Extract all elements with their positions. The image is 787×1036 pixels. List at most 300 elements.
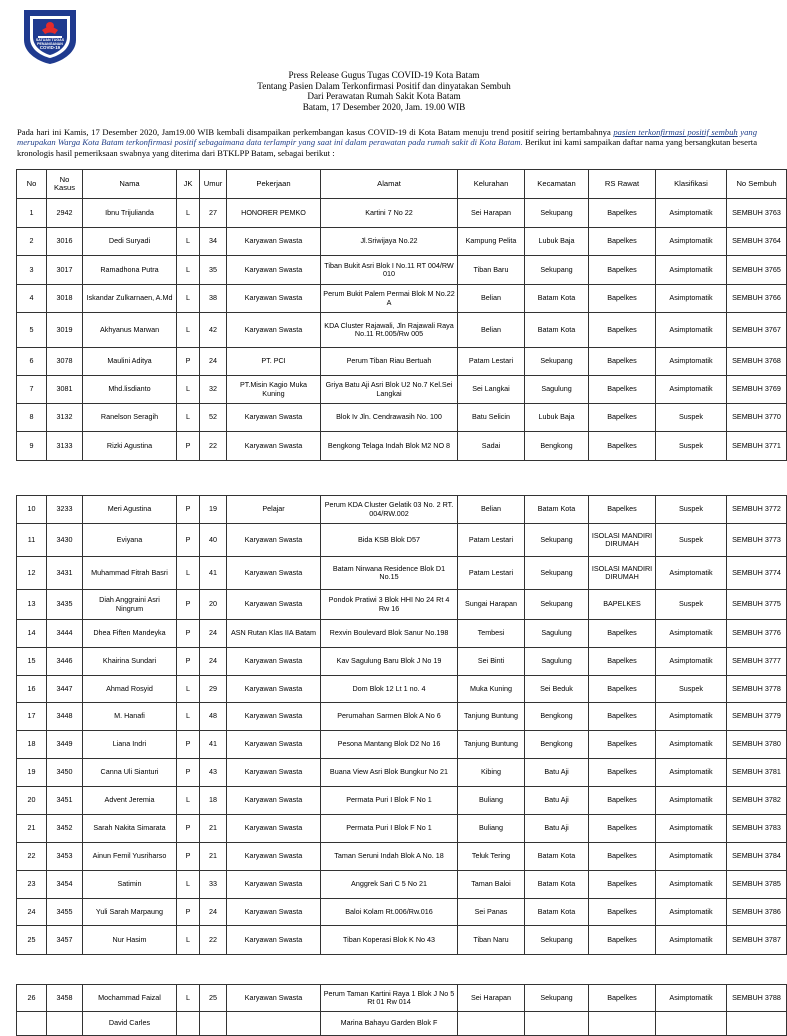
cell-nama: Eviyana <box>83 524 177 557</box>
cell-no-sembuh: SEMBUH 3772 <box>727 496 787 524</box>
logo-line3: COVID-19 <box>39 45 61 50</box>
cell-klasifikasi: Asimptomatik <box>656 985 727 1012</box>
header-line3: Dari Perawatan Rumah Sakit Kota Batam <box>307 91 461 102</box>
cell-klasifikasi: Asimptomatik <box>656 871 727 899</box>
cell-alamat: Tiban Koperasi Blok K No 43 <box>321 926 458 955</box>
cell-pekerjaan: Karyawan Swasta <box>227 256 321 285</box>
cell-no-sembuh: SEMBUH 3782 <box>727 787 787 815</box>
col-header: Kelurahan <box>458 170 525 199</box>
cell-kelurahan: Tembesi <box>458 620 525 648</box>
cell-jk: P <box>177 590 200 620</box>
cell-no: 26 <box>17 985 47 1012</box>
cell-kecamatan: Sekupang <box>525 590 589 620</box>
cell-umur: 22 <box>200 432 227 461</box>
cell-no-kasus: 3132 <box>47 404 83 432</box>
cell-klasifikasi: Asimptomatik <box>656 376 727 404</box>
intro-part1: Pada hari ini Kamis, 17 Desember 2020, Jam19.00 WIB kembali disampaikan perkembangan kasus COVID-19 di Kota Batam menuju trend positif seiring bertambahnya <box>17 127 614 137</box>
cell-rs-rawat: Bapelkes <box>589 843 656 871</box>
cell-no-sembuh: SEMBUH 3766 <box>727 285 787 313</box>
table-row <box>17 759 787 787</box>
cell-pekerjaan: PT. PCI <box>227 348 321 376</box>
cell-umur: 29 <box>200 676 227 703</box>
cell-alamat: Buana View Asri Blok Bungkur No 21 <box>321 759 458 787</box>
col-header: RS Rawat <box>589 170 656 199</box>
cell-pekerjaan: ASN Rutan Klas IIA Batam <box>227 620 321 648</box>
cell-klasifikasi: Asimptomatik <box>656 815 727 843</box>
cell-klasifikasi: Asimptomatik <box>656 648 727 676</box>
cell-klasifikasi: Asimptomatik <box>656 787 727 815</box>
cell-kecamatan: Lubuk Baja <box>525 228 589 256</box>
table-row <box>17 731 787 759</box>
cell-nama: Iskandar Zulkarnaen, A.Md <box>83 285 177 313</box>
cell-nama: David Carles <box>83 1012 177 1036</box>
cell-umur: 20 <box>200 590 227 620</box>
cell-no-sembuh: SEMBUH 3784 <box>727 843 787 871</box>
col-header: No Kasus <box>47 170 83 199</box>
cell-pekerjaan: Karyawan Swasta <box>227 313 321 348</box>
cell-umur: 33 <box>200 871 227 899</box>
cell-no: 20 <box>17 787 47 815</box>
cell-no: 16 <box>17 676 47 703</box>
header-line4: Batam, 17 Desember 2020, Jam. 19.00 WIB <box>302 101 466 112</box>
cell-rs-rawat: Bapelkes <box>589 759 656 787</box>
cell-alamat: Perum Taman Kartini Raya 1 Blok J No 5 Rt 01 Rw 014 <box>321 985 458 1012</box>
cell-pekerjaan: Karyawan Swasta <box>227 899 321 926</box>
cell-jk: P <box>177 815 200 843</box>
col-header: No <box>17 170 47 199</box>
table-row <box>17 228 787 256</box>
cell-no-sembuh: SEMBUH 3767 <box>727 313 787 348</box>
cell-umur: 21 <box>200 843 227 871</box>
cell-alamat: Pondok Pratiwi 3 Blok HHI No 24 Rt 4 Rw 16 <box>321 590 458 620</box>
cell-umur: 24 <box>200 899 227 926</box>
cell-nama: Muhammad Fitrah Basri <box>83 557 177 590</box>
cell-rs-rawat: Bapelkes <box>589 432 656 461</box>
cell-no: 13 <box>17 590 47 620</box>
cell-kelurahan: Muka Kuning <box>458 676 525 703</box>
cell-no-sembuh: SEMBUH 3775 <box>727 590 787 620</box>
cell-no-kasus: 3435 <box>47 590 83 620</box>
cell-nama: Dedi Suryadi <box>83 228 177 256</box>
cell-rs-rawat: Bapelkes <box>589 285 656 313</box>
cell-jk: P <box>177 899 200 926</box>
cell-klasifikasi: Asimptomatik <box>656 731 727 759</box>
patient-table-3 <box>16 984 787 1036</box>
cell-jk: P <box>177 524 200 557</box>
cell-no-kasus: 3430 <box>47 524 83 557</box>
cell-pekerjaan: Karyawan Swasta <box>227 648 321 676</box>
cell-no-sembuh: SEMBUH 3774 <box>727 557 787 590</box>
cell-jk: P <box>177 432 200 461</box>
cell-no-kasus: 3448 <box>47 703 83 731</box>
cell-nama: M. Hanafi <box>83 703 177 731</box>
cell-jk: L <box>177 871 200 899</box>
cell-no: 11 <box>17 524 47 557</box>
cell-no-sembuh: SEMBUH 3764 <box>727 228 787 256</box>
cell-umur: 22 <box>200 926 227 955</box>
cell-no: 3 <box>17 256 47 285</box>
cell-rs-rawat: Bapelkes <box>589 985 656 1012</box>
cell-kelurahan: Patam Lestari <box>458 348 525 376</box>
cell-kelurahan: Patam Lestari <box>458 524 525 557</box>
cell-nama: Dhea Fiften Mandeyka <box>83 620 177 648</box>
cell-kelurahan: Belian <box>458 285 525 313</box>
cell-rs-rawat <box>589 1012 656 1036</box>
cell-umur: 18 <box>200 787 227 815</box>
cell-kecamatan: Sekupang <box>525 199 589 228</box>
table-row <box>17 985 787 1012</box>
cell-klasifikasi: Asimptomatik <box>656 313 727 348</box>
cell-nama: Satimin <box>83 871 177 899</box>
cell-no: 22 <box>17 843 47 871</box>
cell-no: 5 <box>17 313 47 348</box>
cell-alamat: Perum KDA Cluster Gelatik 03 No. 2 RT. 004/RW.002 <box>321 496 458 524</box>
cell-rs-rawat: Bapelkes <box>589 787 656 815</box>
cell-pekerjaan: Karyawan Swasta <box>227 759 321 787</box>
cell-kelurahan <box>458 1012 525 1036</box>
cell-nama: Nur Hasim <box>83 926 177 955</box>
cell-no-sembuh: SEMBUH 3785 <box>727 871 787 899</box>
patient-table-2 <box>16 495 787 955</box>
cell-jk: P <box>177 348 200 376</box>
cell-pekerjaan <box>227 1012 321 1036</box>
cell-kelurahan: Sei Langkai <box>458 376 525 404</box>
cell-no-kasus: 3019 <box>47 313 83 348</box>
table-row <box>17 496 787 524</box>
cell-klasifikasi: Asimptomatik <box>656 557 727 590</box>
table-row <box>17 703 787 731</box>
cell-rs-rawat: Bapelkes <box>589 404 656 432</box>
cell-pekerjaan: Karyawan Swasta <box>227 524 321 557</box>
cell-no: 15 <box>17 648 47 676</box>
cell-alamat: Rexvin Boulevard Blok Sanur No.198 <box>321 620 458 648</box>
cell-nama: Yuli Sarah Marpaung <box>83 899 177 926</box>
cell-rs-rawat: Bapelkes <box>589 648 656 676</box>
cell-kecamatan: Batu Aji <box>525 787 589 815</box>
col-header: Umur <box>200 170 227 199</box>
cell-kelurahan: Belian <box>458 496 525 524</box>
cell-no-kasus: 3446 <box>47 648 83 676</box>
cell-nama: Rizki Agustina <box>83 432 177 461</box>
cell-pekerjaan: Karyawan Swasta <box>227 285 321 313</box>
cell-rs-rawat: Bapelkes <box>589 731 656 759</box>
cell-pekerjaan: HONORER PEMKO <box>227 199 321 228</box>
cell-alamat: Dom Blok 12 Lt 1 no. 4 <box>321 676 458 703</box>
cell-umur: 21 <box>200 815 227 843</box>
cell-alamat: Marina Bahayu Garden Blok F <box>321 1012 458 1036</box>
cell-alamat: Pesona Mantang Blok D2 No 16 <box>321 731 458 759</box>
cell-umur: 38 <box>200 285 227 313</box>
cell-pekerjaan: Karyawan Swasta <box>227 432 321 461</box>
cell-alamat: Blok Iv Jln. Cendrawasih No. 100 <box>321 404 458 432</box>
cell-nama: Sarah Nakita Simarata <box>83 815 177 843</box>
cell-jk: L <box>177 404 200 432</box>
table-row <box>17 648 787 676</box>
col-header: JK <box>177 170 200 199</box>
cell-no-sembuh: SEMBUH 3781 <box>727 759 787 787</box>
intro-paragraph <box>17 127 757 158</box>
cell-pekerjaan: Karyawan Swasta <box>227 871 321 899</box>
cell-nama: Ainun Femil Yusriharso <box>83 843 177 871</box>
cell-no: 23 <box>17 871 47 899</box>
table-row <box>17 404 787 432</box>
press-release-header <box>0 70 768 112</box>
cell-pekerjaan: Karyawan Swasta <box>227 557 321 590</box>
cell-no-sembuh: SEMBUH 3783 <box>727 815 787 843</box>
table-row <box>17 871 787 899</box>
cell-klasifikasi: Asimptomatik <box>656 285 727 313</box>
cell-alamat: Baloi Kolam Rt.006/Rw.016 <box>321 899 458 926</box>
cell-no-kasus: 3017 <box>47 256 83 285</box>
cell-no: 17 <box>17 703 47 731</box>
cell-no-kasus: 3455 <box>47 899 83 926</box>
cell-nama: Ranelson Seragih <box>83 404 177 432</box>
cell-kecamatan: Batam Kota <box>525 285 589 313</box>
table-row <box>17 899 787 926</box>
cell-rs-rawat: ISOLASI MANDIRI DIRUMAH <box>589 524 656 557</box>
cell-klasifikasi <box>656 1012 727 1036</box>
cell-no: 19 <box>17 759 47 787</box>
cell-alamat: Perum Bukit Palem Permai Blok M No.22 A <box>321 285 458 313</box>
cell-no: 1 <box>17 199 47 228</box>
cell-pekerjaan: Karyawan Swasta <box>227 985 321 1012</box>
table-row <box>17 590 787 620</box>
cell-kelurahan: Sei Panas <box>458 899 525 926</box>
patient-table-1 <box>16 169 787 461</box>
cell-no: 6 <box>17 348 47 376</box>
cell-no-sembuh: SEMBUH 3779 <box>727 703 787 731</box>
cell-no-kasus: 3454 <box>47 871 83 899</box>
cell-no-kasus: 3451 <box>47 787 83 815</box>
cell-rs-rawat: Bapelkes <box>589 703 656 731</box>
cell-pekerjaan: Karyawan Swasta <box>227 843 321 871</box>
cell-no-kasus: 2942 <box>47 199 83 228</box>
cell-kelurahan: Tiban Baru <box>458 256 525 285</box>
cell-klasifikasi: Asimptomatik <box>656 843 727 871</box>
cell-kelurahan: Sadai <box>458 432 525 461</box>
cell-no-sembuh <box>727 1012 787 1036</box>
cell-nama: Mhd.lisdianto <box>83 376 177 404</box>
cell-kecamatan: Sagulung <box>525 648 589 676</box>
cell-kecamatan: Sekupang <box>525 557 589 590</box>
cell-alamat: Anggrek Sari C 5 No 21 <box>321 871 458 899</box>
cell-no: 8 <box>17 404 47 432</box>
header-line1: Press Release Gugus Tugas COVID-19 Kota Batam <box>288 70 480 80</box>
cell-no-kasus: 3457 <box>47 926 83 955</box>
cell-no-kasus <box>47 1012 83 1036</box>
cell-kecamatan <box>525 1012 589 1036</box>
cell-alamat: Taman Seruni Indah Blok A No. 18 <box>321 843 458 871</box>
cell-no: 14 <box>17 620 47 648</box>
table-row <box>17 1012 787 1036</box>
cell-pekerjaan: Karyawan Swasta <box>227 228 321 256</box>
cell-jk: L <box>177 256 200 285</box>
cell-umur: 27 <box>200 199 227 228</box>
cell-jk: P <box>177 759 200 787</box>
cell-alamat: Permata Puri I Blok F No 1 <box>321 815 458 843</box>
intro-part3: Berikut ini kami sampaikan daftar nama yang bersangkutan beserta kronologis hasil pemeriksaan swabnya yang diterima dari BTKLPP Batam, sebagai berikut : <box>17 137 758 158</box>
cell-no-kasus: 3447 <box>47 676 83 703</box>
col-header: Pekerjaan <box>227 170 321 199</box>
cell-nama: Meri Agustina <box>83 496 177 524</box>
cell-nama: Advent Jeremia <box>83 787 177 815</box>
cell-no: 25 <box>17 926 47 955</box>
cell-umur: 41 <box>200 557 227 590</box>
cell-pekerjaan: Karyawan Swasta <box>227 926 321 955</box>
cell-no-kasus: 3078 <box>47 348 83 376</box>
cell-kecamatan: Sekupang <box>525 985 589 1012</box>
cell-nama: Ahmad Rosyid <box>83 676 177 703</box>
cell-no: 18 <box>17 731 47 759</box>
cell-pekerjaan: PT.Misin Kagio Muka Kuning <box>227 376 321 404</box>
cell-jk: P <box>177 496 200 524</box>
cell-umur: 25 <box>200 985 227 1012</box>
cell-kelurahan: Teluk Tering <box>458 843 525 871</box>
cell-nama: Khairina Sundari <box>83 648 177 676</box>
cell-no-kasus: 3453 <box>47 843 83 871</box>
cell-rs-rawat: Bapelkes <box>589 376 656 404</box>
cell-rs-rawat: Bapelkes <box>589 926 656 955</box>
cell-rs-rawat: Bapelkes <box>589 496 656 524</box>
cell-no-sembuh: SEMBUH 3777 <box>727 648 787 676</box>
cell-pekerjaan: Karyawan Swasta <box>227 815 321 843</box>
cell-nama: Maulini Aditya <box>83 348 177 376</box>
cell-no-sembuh: SEMBUH 3778 <box>727 676 787 703</box>
cell-rs-rawat: Bapelkes <box>589 228 656 256</box>
cell-jk: L <box>177 787 200 815</box>
cell-kelurahan: Kampung Pelita <box>458 228 525 256</box>
cell-jk: P <box>177 648 200 676</box>
cell-rs-rawat: Bapelkes <box>589 899 656 926</box>
intro-part2: yang merupakan Warga Kota Batam terkonfirmasi positif sebagaimana data terlampir yang saat ini dalam perawatan pada rumah sakit di Kota Batam. <box>17 127 758 148</box>
cell-kecamatan: Bengkong <box>525 731 589 759</box>
cell-umur: 24 <box>200 620 227 648</box>
cell-alamat: Batam Nirwana Residence Blok D1 No.15 <box>321 557 458 590</box>
table-row <box>17 843 787 871</box>
cell-jk: L <box>177 985 200 1012</box>
table-row <box>17 199 787 228</box>
cell-umur: 42 <box>200 313 227 348</box>
cell-jk: P <box>177 620 200 648</box>
cell-no-sembuh: SEMBUH 3788 <box>727 985 787 1012</box>
cell-umur <box>200 1012 227 1036</box>
cell-no-kasus: 3431 <box>47 557 83 590</box>
cell-jk: P <box>177 731 200 759</box>
cell-klasifikasi: Suspek <box>656 432 727 461</box>
cell-no-sembuh: SEMBUH 3769 <box>727 376 787 404</box>
cell-kelurahan: Tanjung Buntung <box>458 703 525 731</box>
cell-rs-rawat: Bapelkes <box>589 676 656 703</box>
cell-klasifikasi: Suspek <box>656 404 727 432</box>
cell-kelurahan: Belian <box>458 313 525 348</box>
cell-kelurahan: Sungai Harapan <box>458 590 525 620</box>
cell-klasifikasi: Asimptomatik <box>656 256 727 285</box>
cell-klasifikasi: Asimptomatik <box>656 620 727 648</box>
cell-kecamatan: Sagulung <box>525 620 589 648</box>
cell-no-kasus: 3233 <box>47 496 83 524</box>
cell-no-sembuh: SEMBUH 3768 <box>727 348 787 376</box>
cell-no-kasus: 3458 <box>47 985 83 1012</box>
cell-kelurahan: Buliang <box>458 787 525 815</box>
cell-kecamatan: Batam Kota <box>525 843 589 871</box>
cell-alamat: Kav Sagulung Baru Blok J No 19 <box>321 648 458 676</box>
cell-rs-rawat: Bapelkes <box>589 871 656 899</box>
cell-kecamatan: Sekupang <box>525 348 589 376</box>
cell-umur: 24 <box>200 648 227 676</box>
cell-no-sembuh: SEMBUH 3763 <box>727 199 787 228</box>
cell-kecamatan: Sekupang <box>525 926 589 955</box>
table-row <box>17 313 787 348</box>
cell-no: 24 <box>17 899 47 926</box>
header-line2: Tentang Pasien Dalam Terkonfirmasi Positif dan dinyatakan Sembuh <box>257 80 511 91</box>
cell-alamat: Perum Tiban Riau Bertuah <box>321 348 458 376</box>
col-header: Kecamatan <box>525 170 589 199</box>
cell-kecamatan: Sekupang <box>525 524 589 557</box>
cell-nama: Akhyanus Marwan <box>83 313 177 348</box>
cell-no: 12 <box>17 557 47 590</box>
table-row <box>17 524 787 557</box>
col-header: Alamat <box>321 170 458 199</box>
cell-no: 9 <box>17 432 47 461</box>
table-row <box>17 256 787 285</box>
cell-alamat: KDA Cluster Rajawali, Jln Rajawali Raya No.11 Rt.005/Rw 005 <box>321 313 458 348</box>
cell-klasifikasi: Suspek <box>656 524 727 557</box>
covid-task-force-logo <box>20 6 80 66</box>
cell-jk: L <box>177 676 200 703</box>
cell-kecamatan: Batam Kota <box>525 496 589 524</box>
cell-kecamatan: Sei Beduk <box>525 676 589 703</box>
cell-kecamatan: Bengkong <box>525 432 589 461</box>
cell-no: 10 <box>17 496 47 524</box>
cell-kelurahan: Batu Selicin <box>458 404 525 432</box>
cell-pekerjaan: Karyawan Swasta <box>227 703 321 731</box>
table-row <box>17 926 787 955</box>
intro-link-positif-sembuh[interactable]: pasien terkonfirmasi positif sembuh <box>613 127 738 137</box>
cell-kecamatan: Sekupang <box>525 256 589 285</box>
cell-klasifikasi: Asimptomatik <box>656 899 727 926</box>
cell-no-sembuh: SEMBUH 3786 <box>727 899 787 926</box>
cell-jk: L <box>177 557 200 590</box>
cell-pekerjaan: Pelajar <box>227 496 321 524</box>
cell-rs-rawat: Bapelkes <box>589 815 656 843</box>
cell-jk: L <box>177 285 200 313</box>
table-row <box>17 376 787 404</box>
cell-alamat: Perumahan Sarmen Blok A No 6 <box>321 703 458 731</box>
cell-no: 4 <box>17 285 47 313</box>
cell-alamat: Kartini 7 No 22 <box>321 199 458 228</box>
cell-jk: P <box>177 843 200 871</box>
table-row <box>17 285 787 313</box>
cell-alamat: Bida KSB Blok D57 <box>321 524 458 557</box>
logo-line2: PENANGANAN <box>37 42 63 46</box>
cell-no <box>17 1012 47 1036</box>
cell-klasifikasi: Asimptomatik <box>656 348 727 376</box>
cell-kecamatan: Lubuk Baja <box>525 404 589 432</box>
cell-klasifikasi: Asimptomatik <box>656 926 727 955</box>
cell-pekerjaan: Karyawan Swasta <box>227 731 321 759</box>
cell-no-kasus: 3081 <box>47 376 83 404</box>
cell-kecamatan: Batam Kota <box>525 871 589 899</box>
cell-no-sembuh: SEMBUH 3776 <box>727 620 787 648</box>
cell-kelurahan: Taman Baloi <box>458 871 525 899</box>
cell-kelurahan: Sei Harapan <box>458 199 525 228</box>
cell-alamat: Jl.Sriwijaya No.22 <box>321 228 458 256</box>
table-row <box>17 676 787 703</box>
cell-nama: Ramadhona Putra <box>83 256 177 285</box>
cell-umur: 24 <box>200 348 227 376</box>
table-header-row <box>17 170 787 199</box>
cell-umur: 48 <box>200 703 227 731</box>
